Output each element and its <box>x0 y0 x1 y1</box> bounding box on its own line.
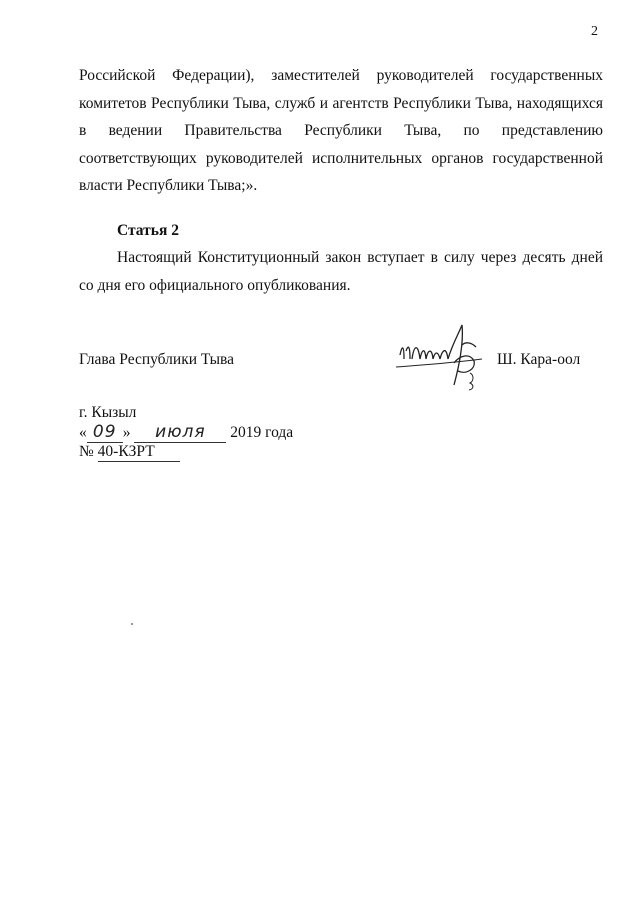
open-quote: « <box>79 424 87 441</box>
article-text: Настоящий Конституционный закон вступает в силу через десять дней со дня его официального опубликования. <box>79 249 603 294</box>
date-line <box>79 422 293 443</box>
signer-title: Глава Республики Тыва <box>79 351 235 368</box>
signature-image <box>392 315 492 395</box>
day-handwritten: 09 <box>87 422 123 443</box>
signer-name: Ш. Кара-оол <box>497 351 581 368</box>
month-handwritten: июля <box>134 422 226 443</box>
continued-paragraph: Российской Федерации), заместителей руководителей государственных комитетов Республики Тыва, служб и агентств Республики Тыва, находящихся в ведении Правительства Республики Тыва, по представлению соответствующих руководителей исполнительных органов государственной власти Республики Тыва;». <box>79 67 603 194</box>
city: г. Кызыл <box>79 404 137 421</box>
close-quote: » <box>122 424 131 441</box>
number-value: 40-КЗРТ <box>98 443 180 462</box>
year-text: 2019 года <box>230 424 294 441</box>
page-number: 2 <box>591 24 598 39</box>
number-prefix: № <box>79 443 94 460</box>
article-heading: Статья 2 <box>117 222 179 239</box>
document-number <box>79 443 180 462</box>
scan-speck <box>131 623 133 625</box>
